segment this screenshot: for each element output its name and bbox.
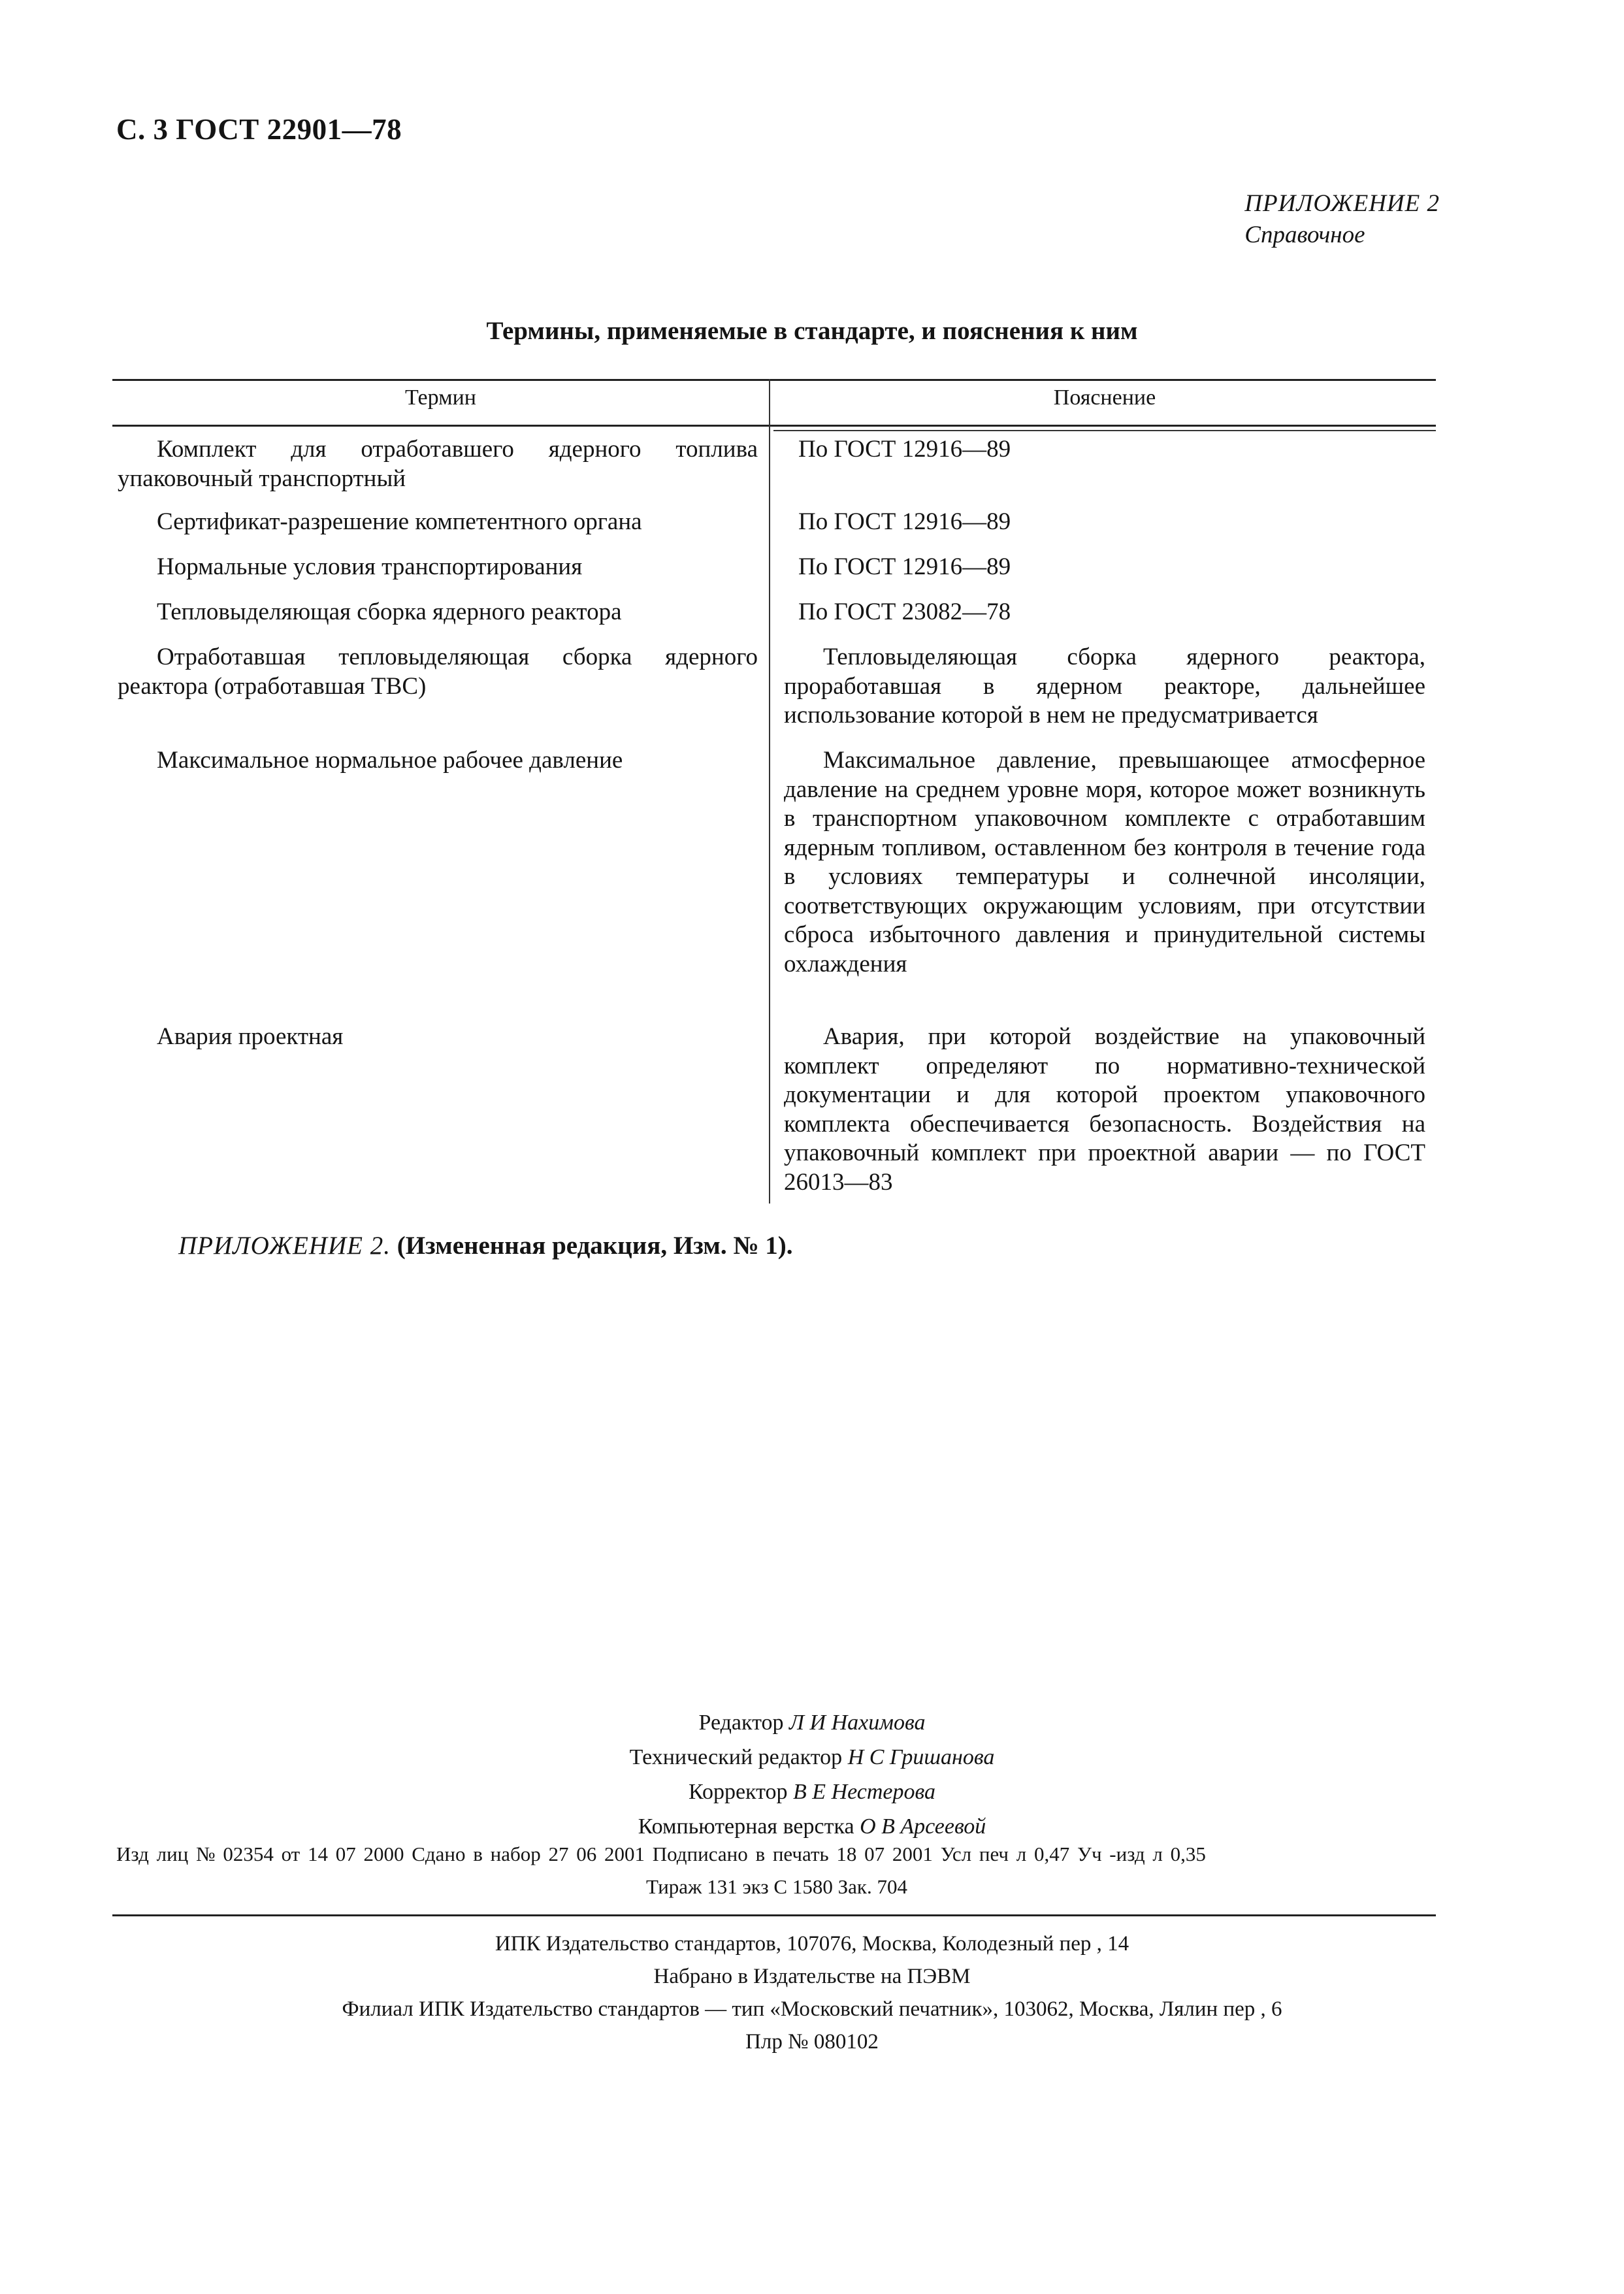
- table-header-rule-secondary: [773, 430, 1436, 431]
- table-column-divider: [769, 379, 770, 1204]
- table-top-rule: [112, 379, 1436, 381]
- explanation-cell: Максимальное давление, превышающее атмосферное давление на среднем уровне моря, которое может возникнуть в транспортном упаковочном комплекте с отработавшим ядерным топливом, оставленном без контроля в течение года в условиях температуры и солнечной инсоляции, соответствующих окружающим условиям, при отсутствии сброса избыточного давления и принудительной системы охлаждения: [784, 747, 1425, 977]
- column-header-term: Термин: [405, 385, 476, 410]
- term-cell: Тепловыделяющая сборка ядерного реактора: [157, 598, 622, 625]
- term-cell: Отработавшая тепловыделяющая сборка ядерного реактора (отработавшая ТВС): [118, 644, 758, 700]
- publisher-footer: [0, 1927, 1624, 2058]
- page-header: С. 3 ГОСТ 22901—78: [116, 113, 402, 146]
- explanation-cell: По ГОСТ 12916—89: [798, 553, 1011, 580]
- term-cell: Комплект для отработавшего ядерного топлива упаковочный транспортный: [118, 436, 758, 492]
- term-cell: Нормальные условия транспортирования: [157, 553, 583, 580]
- explanation-cell: По ГОСТ 12916—89: [798, 508, 1011, 535]
- credit-line: [0, 1775, 1624, 1809]
- print-info-circulation: Тираж 131 экз С 1580 Зак. 704: [646, 1875, 907, 1898]
- credit-name: Н С Гришанова: [847, 1745, 995, 1769]
- appendix-type: Справочное: [1244, 221, 1365, 248]
- footer-line: Набрано в Издательстве на ПЭВМ: [653, 1965, 971, 1988]
- amendment-note: [178, 1231, 793, 1260]
- credit-role: Редактор: [698, 1711, 784, 1735]
- credits-block: [0, 1705, 1624, 1844]
- column-header-explanation: Пояснение: [1053, 385, 1156, 410]
- footer-line: Филиал ИПК Издательство стандартов — тип «Московский печатник», 103062, Москва, Лялин пер , 6: [342, 1997, 1282, 2021]
- credit-name: Л И Нахимова: [789, 1711, 926, 1735]
- explanation-cell: Авария, при которой воздействие на упаковочный комплект определяют по нормативно-технической документации и для которой проектом упаковочного комплекта обеспечивается безопасность. Воздействия на упаковочный комплект при проектной аварии — по ГОСТ 26013—83: [784, 1023, 1425, 1196]
- credit-name: В Е Нестерова: [793, 1780, 936, 1804]
- term-cell: Сертификат-разрешение компетентного органа: [157, 508, 642, 535]
- credit-name: О В Арсеевой: [860, 1814, 986, 1839]
- footer-line: Плр № 080102: [745, 2030, 879, 2054]
- explanation-cell: По ГОСТ 23082—78: [798, 598, 1011, 625]
- print-info-line: Изд лиц № 02354 от 14 07 2000 Сдано в набор 27 06 2001 Подписано в печать 18 07 2001 Усл печ л 0,47 Уч -изд л 0,35: [116, 1843, 1206, 1865]
- print-info: [116, 1838, 1437, 1903]
- footer-rule: [112, 1914, 1436, 1916]
- credit-role: Технический редактор: [629, 1745, 843, 1769]
- explanation-cell: Тепловыделяющая сборка ядерного реактора, проработавшая в ядерном реакторе, дальнейшее использование которой в нем не предусматривается: [784, 644, 1425, 729]
- amendment-note-label: ПРИЛОЖЕНИЕ 2.: [178, 1232, 391, 1260]
- term-cell: Авария проектная: [157, 1023, 344, 1050]
- appendix-number: ПРИЛОЖЕНИЕ 2: [1244, 190, 1440, 217]
- amendment-note-text: (Измененная редакция, Изм. № 1).: [397, 1232, 793, 1260]
- terms-table: [112, 379, 1436, 1204]
- footer-line: ИПК Издательство стандартов, 107076, Москва, Колодезный пер , 14: [495, 1932, 1129, 1956]
- credit-role: Компьютерная верстка: [638, 1814, 854, 1839]
- explanation-cell: По ГОСТ 12916—89: [798, 436, 1011, 463]
- table-header-rule: [112, 425, 1436, 427]
- appendix-label: [1244, 188, 1440, 251]
- credit-line: [0, 1740, 1624, 1775]
- credit-role: Корректор: [688, 1780, 788, 1804]
- credit-line: [0, 1705, 1624, 1740]
- document-title: Термины, применяемые в стандарте, и пояснения к ним: [486, 317, 1138, 345]
- term-cell: Максимальное нормальное рабочее давление: [157, 747, 623, 774]
